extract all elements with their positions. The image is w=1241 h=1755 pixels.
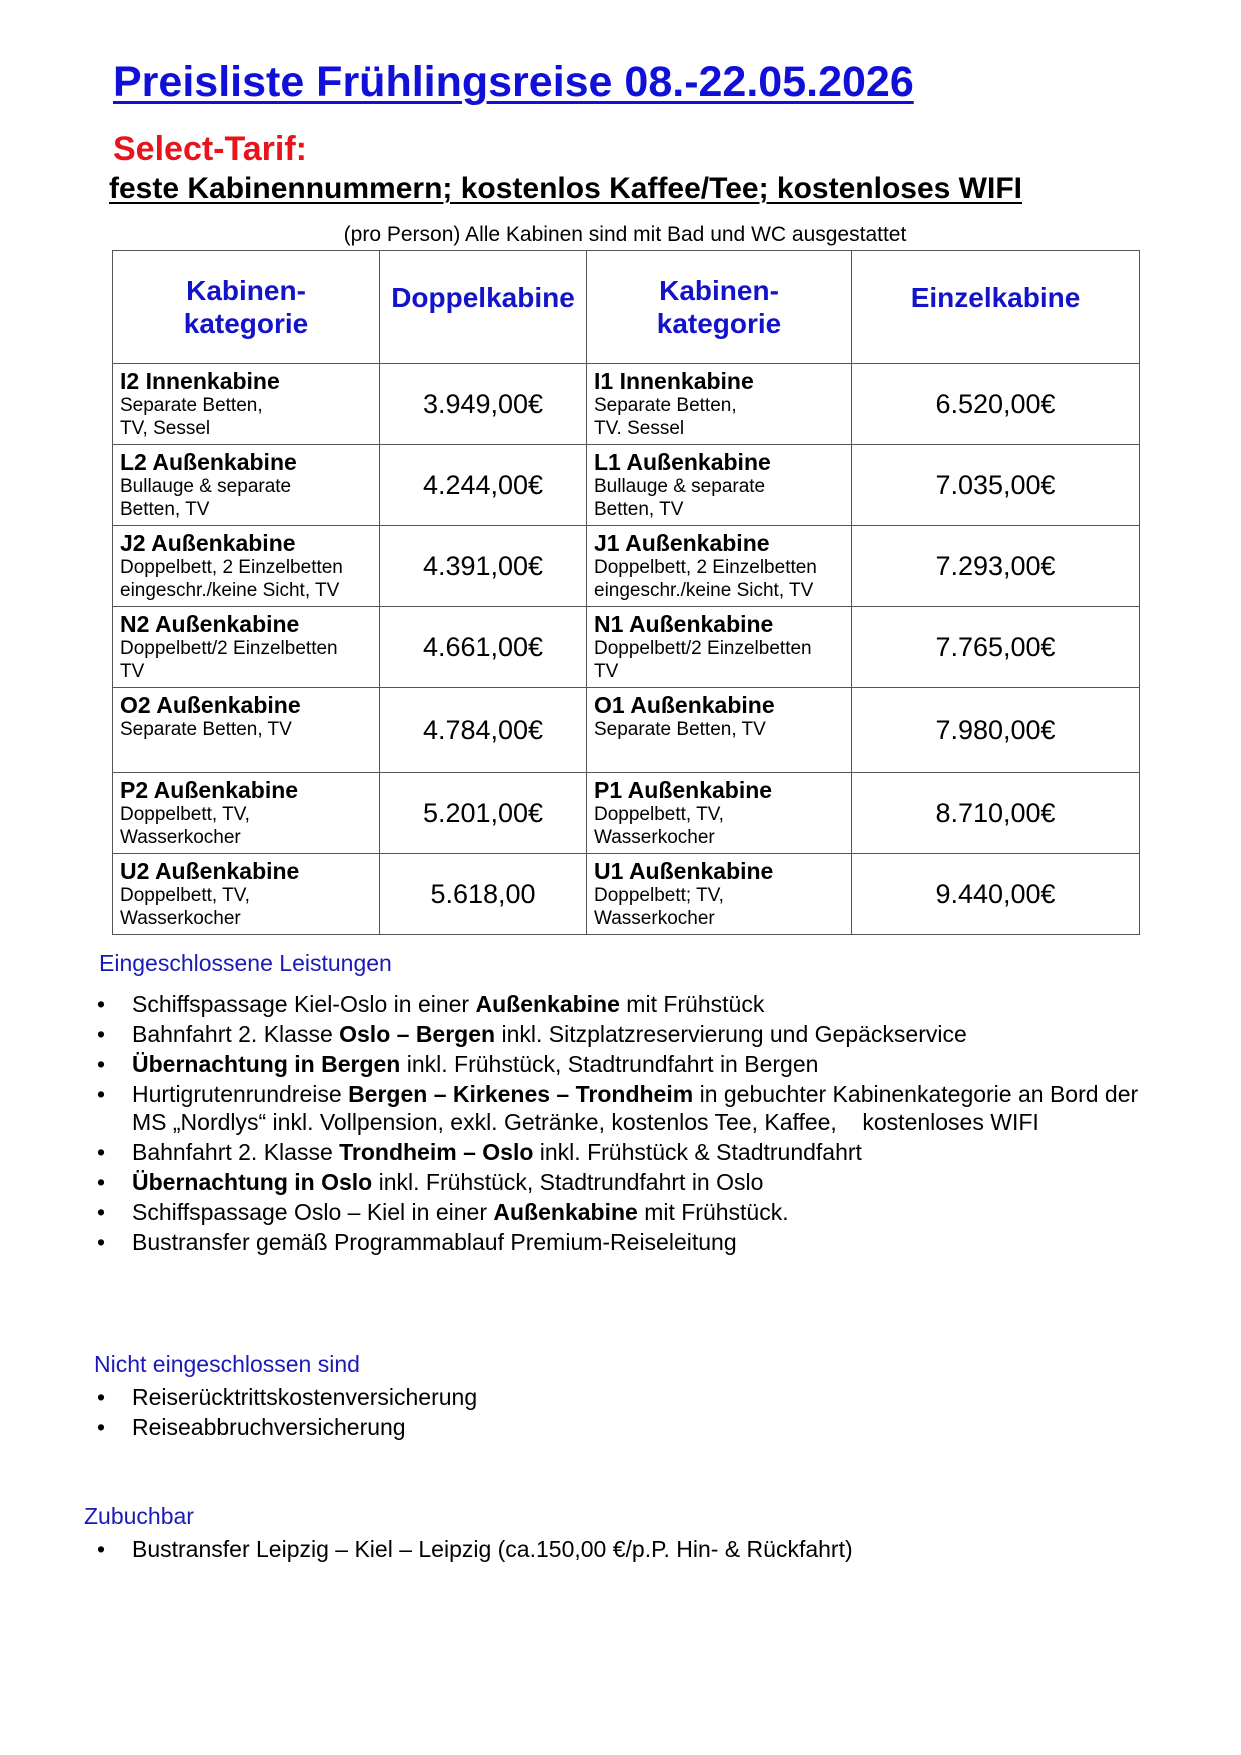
table-row	[113, 688, 1140, 773]
table-row	[113, 526, 1140, 607]
cabin-name: P2 Außenkabine	[120, 777, 299, 803]
included-heading: Eingeschlossene Leistungen	[99, 950, 392, 976]
single-cabin-cell	[587, 773, 852, 854]
cabin-description: Doppelbett, 2 Einzelbetten eingeschr./keine Sicht, TV	[120, 557, 343, 601]
double-cabin-price: 4.661,00€	[380, 607, 587, 688]
included-item	[97, 990, 1147, 1018]
single-cabin-cell	[587, 364, 852, 445]
included-item	[97, 1050, 1147, 1078]
double-cabin-cell	[113, 364, 380, 445]
cabin-description: Doppelbett; TV, Wasserkocher	[594, 885, 724, 929]
table-note: (pro Person) Alle Kabinen sind mit Bad und WC ausgestattet	[343, 223, 907, 246]
header-single-cabin	[852, 241, 1140, 354]
cabin-name: O1 Außenkabine	[594, 692, 775, 718]
tarif-label: Select-Tarif:	[113, 130, 307, 168]
cabin-description: Bullauge & separate Betten, TV	[594, 476, 766, 520]
bold-segment: Oslo – Bergen	[339, 1021, 496, 1047]
cabin-description: Separate Betten, TV, Sessel	[120, 395, 263, 439]
single-cabin-price: 7.293,00€	[852, 526, 1140, 607]
single-cabin-price: 8.710,00€	[852, 773, 1140, 854]
single-cabin-cell	[587, 854, 852, 935]
double-cabin-price: 5.201,00€	[380, 773, 587, 854]
text-segment: in gebuchter Kabinenkategorie an Bord der MS „Nordlys“ inkl. Vollpension, exkl. Getränke, kostenlos Tee, Kaffee, kostenloses WIFI	[132, 1081, 1139, 1135]
table-row	[113, 773, 1140, 854]
cabin-description: Doppelbett/2 Einzelbetten TV	[120, 638, 338, 682]
double-cabin-cell	[113, 773, 380, 854]
double-cabin-cell	[113, 688, 380, 773]
table-row	[113, 364, 1140, 445]
cabin-name: U1 Außenkabine	[594, 858, 774, 884]
text-segment: inkl. Frühstück, Stadtrundfahrt in Bergen	[400, 1051, 819, 1077]
included-item	[97, 1228, 1147, 1256]
price-table	[112, 250, 1140, 935]
text-segment: Bustransfer gemäß Programmablauf Premium-Reiseleitung	[132, 1229, 737, 1255]
text-segment: Schiffspassage Oslo – Kiel in einer	[132, 1199, 494, 1225]
single-cabin-price: 9.440,00€	[852, 854, 1140, 935]
excluded-heading: Nicht eingeschlossen sind	[94, 1351, 360, 1377]
cabin-description: Separate Betten, TV	[120, 719, 292, 740]
cabin-name: J2 Außenkabine	[120, 530, 296, 556]
double-cabin-price: 4.784,00€	[380, 688, 587, 773]
header-label: Einzelkabine	[910, 281, 1081, 313]
double-cabin-price: 3.949,00€	[380, 364, 587, 445]
addon-list	[97, 1535, 1097, 1565]
page-title: Preisliste Frühlingsreise 08.-22.05.2026	[113, 58, 914, 106]
included-item	[97, 1080, 1147, 1136]
double-cabin-cell	[113, 854, 380, 935]
text-segment: inkl. Sitzplatzreservierung und Gepäckservice	[495, 1021, 967, 1047]
bold-segment: Bergen – Kirkenes – Trondheim	[348, 1081, 694, 1107]
cabin-name: N2 Außenkabine	[120, 611, 300, 637]
text-segment: inkl. Frühstück, Stadtrundfahrt in Oslo	[372, 1169, 764, 1195]
cabin-name: I2 Innenkabine	[120, 368, 280, 394]
double-cabin-cell	[113, 526, 380, 607]
tarif-features: feste Kabinennummern; kostenlos Kaffee/Tee; kostenloses WIFI	[109, 172, 1022, 205]
text-segment: mit Frühstück	[619, 991, 765, 1017]
cabin-name: J1 Außenkabine	[594, 530, 770, 556]
included-item	[97, 1138, 1147, 1166]
cabin-name: N1 Außenkabine	[594, 611, 774, 637]
double-cabin-cell	[113, 607, 380, 688]
bold-segment: Außenkabine	[475, 991, 620, 1017]
text-segment: Bahnfahrt 2. Klasse	[132, 1139, 340, 1165]
table-row	[113, 607, 1140, 688]
included-item	[97, 1168, 1147, 1196]
excluded-item: • Reiseabbruchversicherung	[97, 1413, 997, 1441]
single-cabin-cell	[587, 607, 852, 688]
cabin-description: Doppelbett, TV, Wasserkocher	[120, 804, 250, 848]
table-row	[113, 445, 1140, 526]
single-cabin-price: 7.035,00€	[852, 445, 1140, 526]
double-cabin-price: 4.391,00€	[380, 526, 587, 607]
header-label: Kabinen- kategorie	[183, 275, 309, 339]
excluded-list	[97, 1383, 997, 1443]
cabin-description: Doppelbett/2 Einzelbetten TV	[594, 638, 812, 682]
single-cabin-price: 7.980,00€	[852, 688, 1140, 773]
table-row	[113, 854, 1140, 935]
cabin-description: Bullauge & separate Betten, TV	[120, 476, 292, 520]
cabin-description: Doppelbett, TV, Wasserkocher	[594, 804, 724, 848]
bold-segment: Trondheim – Oslo	[339, 1139, 534, 1165]
cabin-name: O2 Außenkabine	[120, 692, 301, 718]
text-segment: mit Frühstück.	[637, 1199, 789, 1225]
single-cabin-cell	[587, 688, 852, 773]
text-segment: inkl. Frühstück & Stadtrundfahrt	[533, 1139, 862, 1165]
bold-segment: Außenkabine	[493, 1199, 638, 1225]
addon-item: • Bustransfer Leipzig – Kiel – Leipzig (ca.150,00 €/p.P. Hin- & Rückfahrt)	[97, 1535, 1097, 1563]
excluded-item: • Reiserücktrittskostenversicherung	[97, 1383, 997, 1411]
cabin-name: U2 Außenkabine	[120, 858, 300, 884]
header-label: Doppelkabine	[391, 281, 575, 313]
text-segment: Schiffspassage Kiel-Oslo in einer	[132, 991, 476, 1017]
included-item	[97, 1020, 1147, 1048]
cabin-name: L1 Außenkabine	[594, 449, 771, 475]
cabin-name: P1 Außenkabine	[594, 777, 773, 803]
included-list	[97, 990, 1147, 1258]
cabin-description: Separate Betten, TV	[594, 719, 766, 740]
double-cabin-price: 4.244,00€	[380, 445, 587, 526]
bold-segment: Übernachtung in Bergen	[132, 1051, 401, 1077]
single-cabin-price: 6.520,00€	[852, 364, 1140, 445]
header-cabin-category-single	[587, 251, 852, 364]
header-double-cabin	[380, 241, 587, 354]
single-cabin-price: 7.765,00€	[852, 607, 1140, 688]
header-cabin-category-double	[113, 251, 380, 364]
header-label: Kabinen- kategorie	[656, 275, 782, 339]
cabin-description: Separate Betten, TV. Sessel	[594, 395, 737, 439]
price-table-body	[113, 364, 1140, 935]
text-segment: Bahnfahrt 2. Klasse	[132, 1021, 340, 1047]
double-cabin-cell	[113, 445, 380, 526]
price-table-header-row	[113, 251, 1140, 364]
cabin-name: I1 Innenkabine	[594, 368, 754, 394]
single-cabin-cell	[587, 445, 852, 526]
cabin-name: L2 Außenkabine	[120, 449, 297, 475]
cabin-description: Doppelbett, TV, Wasserkocher	[120, 885, 250, 929]
double-cabin-price: 5.618,00	[380, 854, 587, 935]
bold-segment: Übernachtung in Oslo	[132, 1169, 373, 1195]
cabin-description: Doppelbett, 2 Einzelbetten eingeschr./keine Sicht, TV	[594, 557, 817, 601]
text-segment: Hurtigrutenrundreise	[132, 1081, 349, 1107]
single-cabin-cell	[587, 526, 852, 607]
addon-heading: Zubuchbar	[84, 1503, 194, 1529]
included-item	[97, 1198, 1147, 1226]
